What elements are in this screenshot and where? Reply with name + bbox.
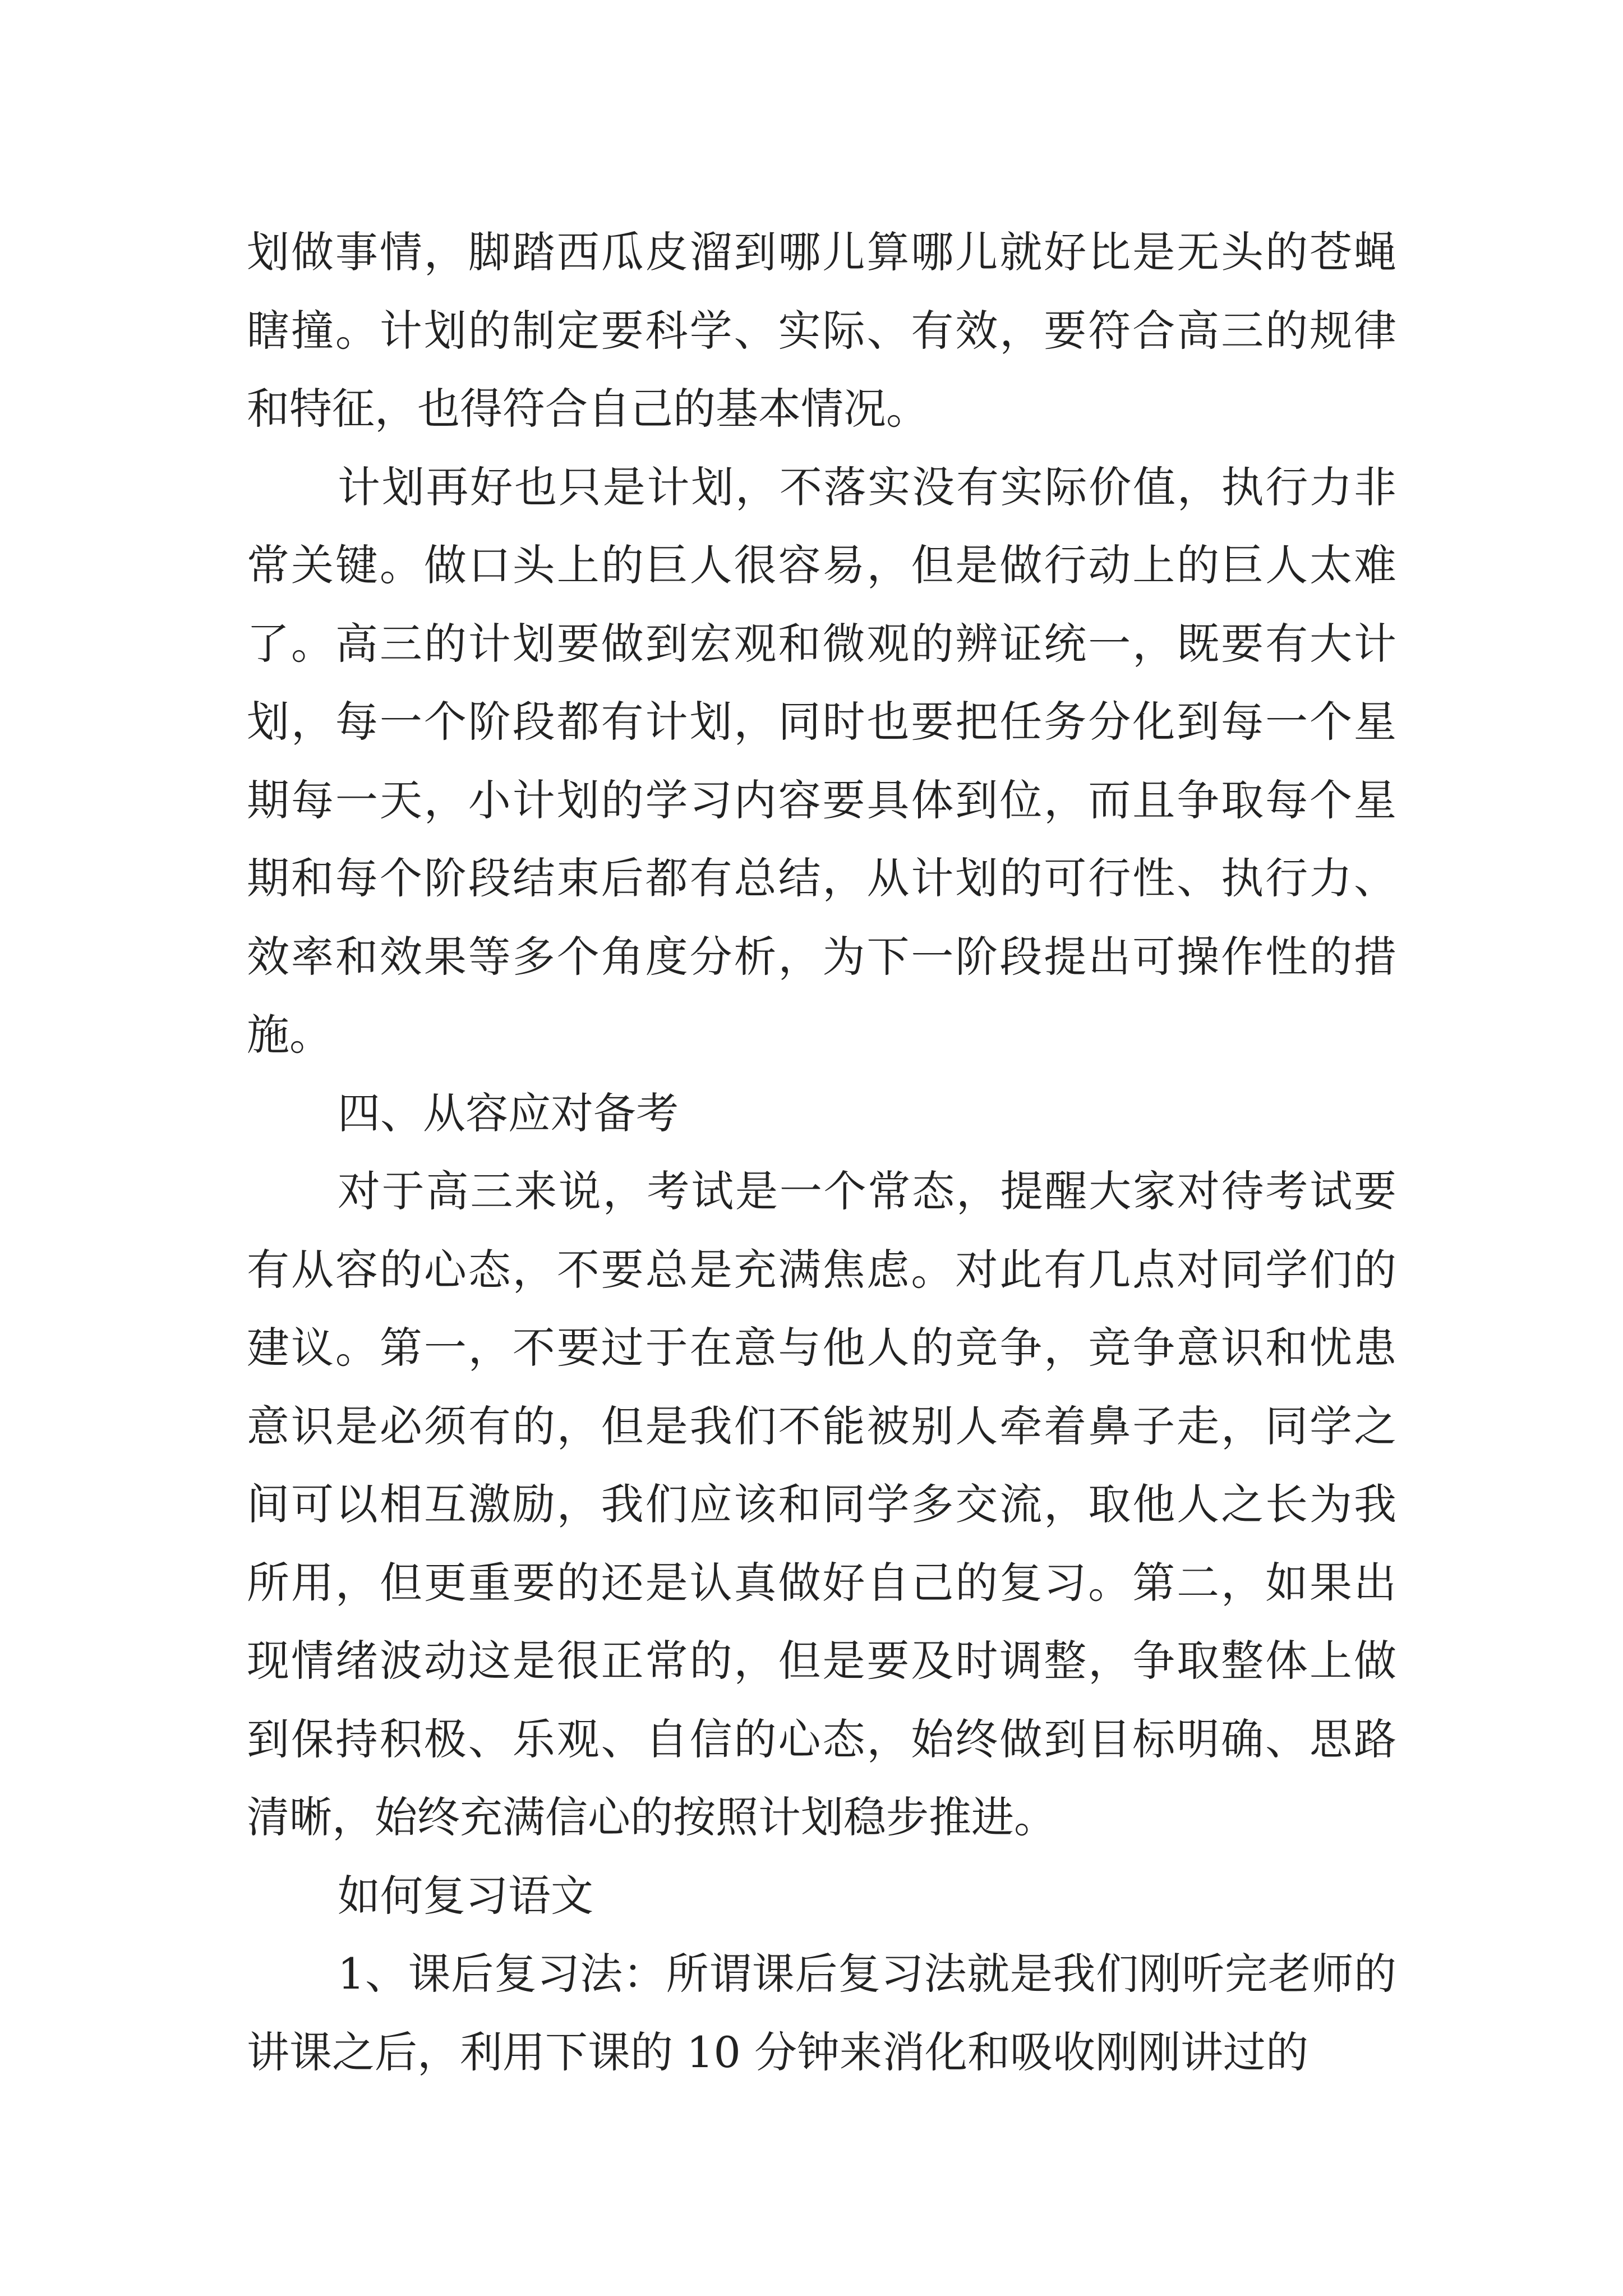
paragraph-review-method-1: 1、课后复习法：所谓课后复习法就是我们刚听完老师的讲课之后，利用下课的 10 分钟来消化和吸收刚刚讲过的 — [247, 1949, 1396, 2077]
paragraph-continuation: 划做事情，脚踏西瓜皮溜到哪儿算哪儿就好比是无头的苍蝇瞎撞。计划的制定要科学、实际、有效，要符合高三的规律和特征，也得符合自己的基本情况。 — [247, 227, 1396, 434]
paragraph-exam-attitude: 对于高三来说，考试是一个常态，提醒大家对待考试要有从容的心态，不要总是充满焦虑。对此有几点对同学们的建议。第一，不要过于在意与他人的竞争，竞争意识和忧患意识是必须有的，但是我们不能被别人牵着鼻子走，同学之间可以相互激励，我们应该和同学多交流，取他人之长为我所用，但更重要的还是认真做好自己的复习。第二，如果出现情绪波动这是很正常的，但是要及时调整，争取整体上做到保持积极、乐观、自信的心态，始终做到目标明确、思路清晰，始终充满信心的按照计划稳步推进。 — [247, 1166, 1396, 1842]
section-heading-chinese-review: 如何复习语文 — [338, 1870, 593, 1921]
paragraph-plan-execution: 计划再好也只是计划，不落实没有实际价值，执行力非常关键。做口头上的巨人很容易，但是做行动上的巨人太难了。高三的计划要做到宏观和微观的辨证统一，既要有大计划，每一个阶段都有计划，同时也要把任务分化到每一个星期每一天，小计划的学习内容要具体到位，而且争取每个星期和每个阶段结束后都有总结，从计划的可行性、执行力、效率和效果等多个角度分析，为下一阶段提出可操作性的措施。 — [247, 462, 1396, 1060]
document-body — [247, 213, 1396, 2091]
section-heading-exam-prep: 四、从容应对备考 — [338, 1088, 679, 1138]
